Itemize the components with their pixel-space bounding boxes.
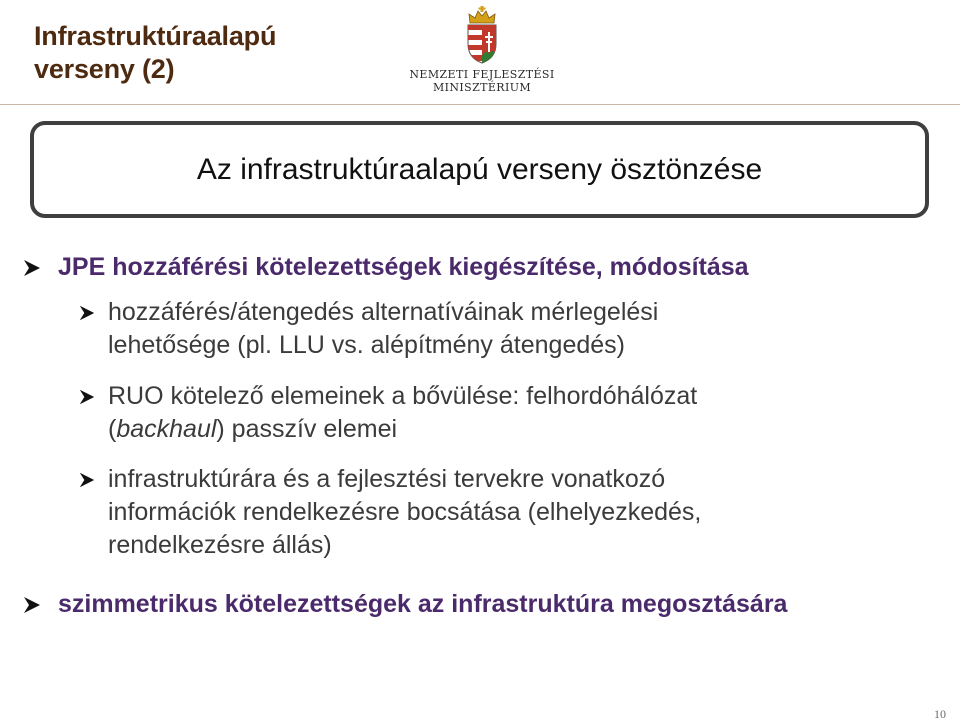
bullet-text: szimmetrikus kötelezettségek az infrastruktúra megosztására [58, 590, 788, 618]
bullet-line: RUO kötelező elemeinek a bővülése: felhordóhálózat [108, 382, 698, 410]
bullet-line: lehetősége (pl. LLU vs. alépítmény átengedés) [108, 331, 625, 359]
bullet-text [108, 380, 697, 446]
bullet-line [108, 413, 697, 446]
bullet-text: JPE hozzáférési kötelezettségek kiegészítése, módosítása [58, 253, 749, 281]
backhaul-term: backhaul [116, 415, 217, 443]
section-heading: Az infrastruktúraalapú verseny ösztönzése [196, 152, 763, 186]
bullet-line: hozzáférés/átengedés alternatíváinak mérlegelési [108, 298, 659, 326]
bullet-item [78, 380, 697, 446]
bullet-item [78, 463, 701, 562]
arrowhead-bullet-icon [78, 304, 96, 322]
slide-title [34, 20, 276, 86]
arrowhead-bullet-icon [78, 471, 96, 489]
bullet-item [22, 252, 749, 283]
bullet-line: rendelkezésre állás) [108, 531, 332, 559]
header-divider [0, 104, 960, 105]
bullet-text [108, 296, 658, 362]
bullet-item [78, 296, 658, 362]
bullet-item [22, 589, 787, 620]
ministry-name [404, 68, 560, 94]
slide-title-line-2: verseny (2) [34, 54, 175, 84]
paren-open: ( [108, 415, 117, 443]
hungarian-coat-of-arms-icon [465, 6, 499, 64]
bullet-text [108, 463, 701, 562]
slide-title-line-1: Infrastruktúraalapú [34, 21, 277, 51]
arrowhead-bullet-icon [22, 595, 42, 615]
bullet-line-rest: ) passzív elemei [216, 415, 398, 443]
arrowhead-bullet-icon [78, 388, 96, 406]
ministry-name-line-1: NEMZETI FEJLESZTÉSI [409, 68, 555, 81]
bullet-line: infrastruktúrára és a fejlesztési tervekre vonatkozó [108, 465, 666, 493]
ministry-name-line-2: MINISZTÉRIUM [432, 81, 532, 94]
bullet-line: információk rendelkezésre bocsátása (elhelyezkedés, [108, 498, 702, 526]
ministry-logo [404, 6, 560, 96]
page-number: 10 [934, 707, 946, 721]
section-heading-box [30, 121, 929, 218]
arrowhead-bullet-icon [22, 258, 42, 278]
